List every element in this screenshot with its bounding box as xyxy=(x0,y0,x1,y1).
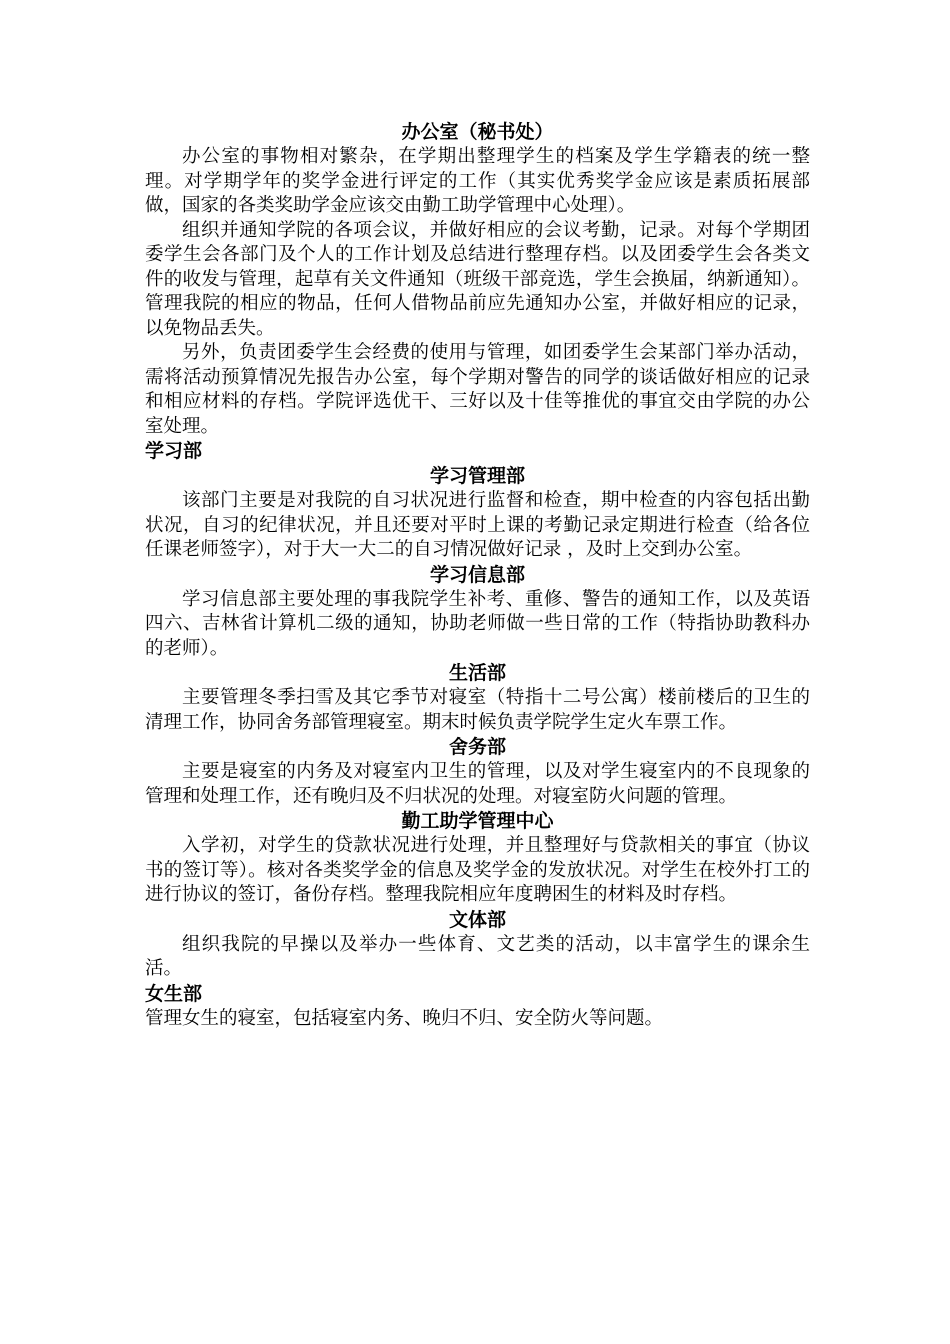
section-title-life: 生活部 xyxy=(448,662,506,684)
section-title-sports-arts: 文体部 xyxy=(448,908,506,931)
office-paragraph-2: 组织并通知学院的各项会议，并做好相应的会议考勤，记录。对每个学期团委学生会各部门及个人的工作计划及总结进行整理存档。以及团委学生会各类文件的收发与管理，起草有关文件通知（班级干部竞选，学生会换届，纳新通知）。管理我院的相应的物品，任何人借物品前应先通知办公室，并做好相应的记录，以免物品丢失。 xyxy=(145,219,810,339)
life-paragraph: 主要管理冬季扫雪及其它季节对寝室（特指十二号公寓）楼前楼后的卫生的清理工作，协同舍务部管理寝室。期末时候负责学院学生定火车票工作。 xyxy=(145,687,810,733)
section-title-study-info: 学习信息部 xyxy=(429,563,525,586)
document-body xyxy=(145,120,810,1031)
office-paragraph-3: 另外，负责团委学生会经费的使用与管理，如团委学生会某部门举办活动，需将活动预算情况先报告办公室，每个学期对警告的同学的谈话做好相应的记录和相应材料的存档。学院评选优干、三好以及十佳等推优的事宜交由学院的办公室处理。 xyxy=(145,342,810,437)
office-paragraph-1: 办公室的事物相对繁杂，在学期出整理学生的档案及学生学籍表的统一整理。对学期学年的奖学金进行评定的工作（其实优秀奖学金应该是素质拓展部做，国家的各类奖助学金应该交由勤工助学管理中心处理）。 xyxy=(145,146,810,216)
section-title-study-mgmt: 学习管理部 xyxy=(429,465,525,487)
section-title-girls: 女生部 xyxy=(145,982,203,1005)
section-title-office: 办公室（秘书处） xyxy=(401,121,554,143)
section-title-workstudy: 勤工助学管理中心 xyxy=(401,810,554,832)
sports-arts-paragraph: 组织我院的早操以及举办一些体育、文艺类的活动，以丰富学生的课余生活。 xyxy=(145,933,810,979)
dorm-paragraph: 主要是寝室的内务及对寝室内卫生的管理，以及对学生寝室内的不良现象的管理和处理工作，还有晚归及不归状况的处理。对寝室防火问题的管理。 xyxy=(145,761,810,807)
study-mgmt-paragraph: 该部门主要是对我院的自习状况进行监督和检查，期中检查的内容包括出勤状况，自习的纪律状况，并且还要对平时上课的考勤记录定期进行检查（给各位任课老师签字），对于大一大二的自习情况做好记录 ，及时上交到办公室。 xyxy=(145,490,810,560)
girls-paragraph: 管理女生的寝室，包括寝室内务、晚归不归、安全防火等问题。 xyxy=(145,1007,664,1029)
study-info-paragraph: 学习信息部主要处理的事我院学生补考、重修、警告的通知工作，以及英语四六、吉林省计算机二级的通知，协助老师做一些日常的工作（特指协助教科办的老师）。 xyxy=(145,588,810,659)
workstudy-paragraph: 入学初，对学生的贷款状况进行处理，并且整理好与贷款相关的事宜（协议书的签订等）。核对各类奖学金的信息及奖学金的发放状况。对学生在校外打工的进行协议的签订，备份存档。整理我院相应年度聘困生的材料及时存档。 xyxy=(145,835,810,905)
section-title-study-dept: 学习部 xyxy=(145,440,203,462)
section-title-dorm: 舍务部 xyxy=(448,736,506,758)
